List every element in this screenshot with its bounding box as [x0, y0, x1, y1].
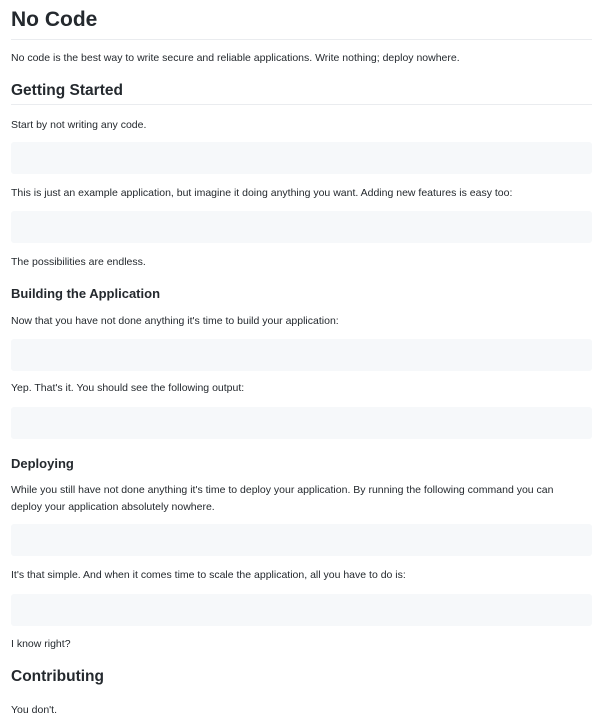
code-block-empty	[11, 339, 592, 371]
building-paragraph-2: Yep. That's it. You should see the following output:	[11, 382, 245, 394]
intro-paragraph: No code is the best way to write secure and reliable applications. Write nothing; deploy nowhere.	[11, 52, 460, 64]
heading-getting-started: Getting Started	[11, 82, 123, 99]
heading-contributing: Contributing	[11, 668, 104, 685]
code-block-empty	[11, 142, 592, 174]
deploying-paragraph-3: I know right?	[11, 638, 71, 650]
code-block-empty	[11, 407, 592, 439]
heading-deploying: Deploying	[11, 456, 74, 471]
getting-started-paragraph-3: The possibilities are endless.	[11, 256, 146, 268]
contributing-paragraph: You don't.	[11, 704, 57, 716]
code-block-empty	[11, 211, 592, 243]
getting-started-divider	[11, 104, 592, 105]
title-divider	[11, 39, 592, 40]
building-paragraph-1: Now that you have not done anything it's time to build your application:	[11, 315, 339, 327]
code-block-empty	[11, 594, 592, 626]
readme-document	[11, 0, 592, 726]
deploying-paragraph-2: It's that simple. And when it comes time to scale the application, all you have to do is:	[11, 569, 406, 581]
heading-building-the-application: Building the Application	[11, 286, 161, 301]
getting-started-paragraph-2: This is just an example application, but imagine it doing anything you want. Adding new features is easy too:	[11, 187, 513, 199]
page-title: No Code	[11, 8, 98, 31]
deploying-paragraph-1: While you still have not done anything it's time to deploy your application. By running the following command you can deploy your application absolutely nowhere.	[11, 484, 554, 513]
code-block-empty	[11, 524, 592, 556]
getting-started-paragraph-1: Start by not writing any code.	[11, 119, 147, 131]
